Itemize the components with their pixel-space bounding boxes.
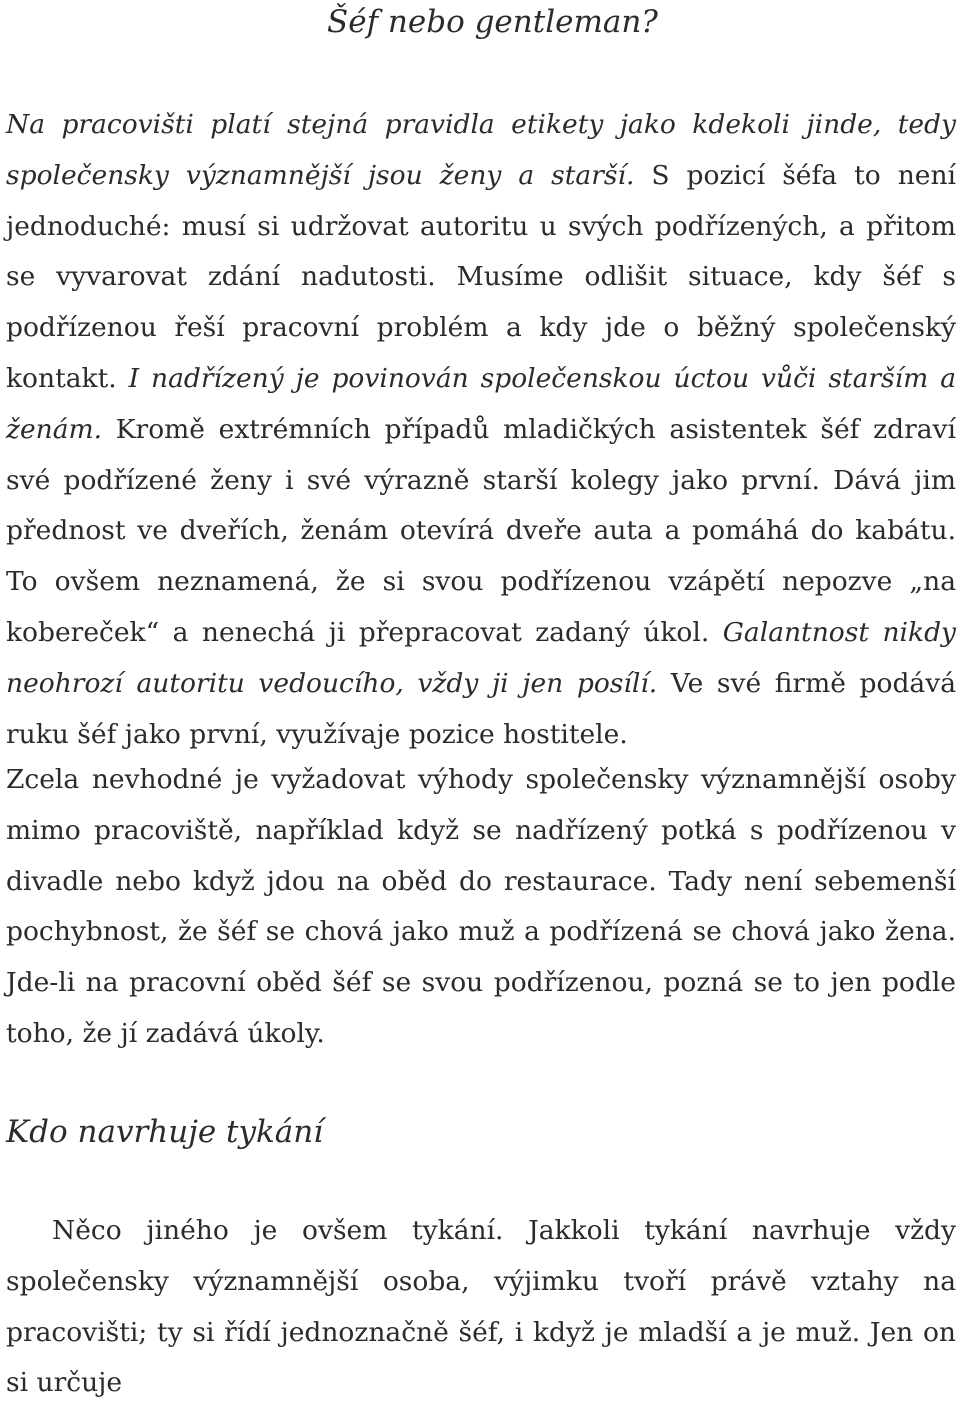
paragraph-1-segment: Ve své firmě podává ruku šéf jako první, využívaje pozice hostitele. [6,667,956,750]
paragraph-outside-workplace: Zcela nevhodné je vyžadovat výhody společensky významnější osoby mimo pracoviště, například když se nadřízený potká s podřízenou v divadle nebo když jdou na oběd do restaurace. Tady není sebemenší pochybnost, že šéf se chová jako muž a podřízená se chová jako žena. Jde-li na pracovní oběd šéf se svou podřízenou, pozná se to jen podle toho, že jí zadává úkoly. [6,764,956,1049]
subsection-title: Kdo navrhuje tykání [6,1114,324,1150]
paragraph-1-segment: S pozicí šéfa to není jednoduché: musí si udržovat autoritu u svých podřízených, a přitom se vyvarovat zdání nadutosti. Musíme odlišit situace, kdy šéf s podřízenou řeší pracovní problém a kdy jde o běžný společenský kontakt. [6,159,956,394]
paragraph-etiquette-at-work [6,100,956,760]
paragraph-1-segment: Galantnost nikdy neohrozí autoritu vedoucího, vždy ji jen posílí. [6,616,956,699]
paragraph-1-segment: Kromě extrémních případů mladičkých asistentek šéf zdraví své podřízené ženy i své výrazně starší kolegy jako první. Dává jim přednost ve dveřích, ženám otevírá dveře auta a pomáhá do kabátu. To ovšem neznamená, že si svou podřízenou vzápětí nepozve „na kobereček“ a nenechá ji přepracovat zadaný úkol. [6,413,956,648]
paragraph-1-segment: I nadřízený je povinován společenskou úctou vůči starším a ženám. [6,362,956,445]
paragraph-addressing: Něco jiného je ovšem tykání. Jakkoli tykání navrhuje vždy společensky významnější osoba, výjimku tvoří právě vztahy na pracovišti; ty si řídí jednoznačně šéf, i když je mladší a je muž. Jen on si určuje [6,1215,956,1399]
paragraph-1-segment: Na pracovišti platí stejná pravidla etikety jako kdekoli jinde, tedy společensky významnější jsou ženy a starší. [6,109,956,191]
section-title: Šéf nebo gentleman? [327,4,658,40]
